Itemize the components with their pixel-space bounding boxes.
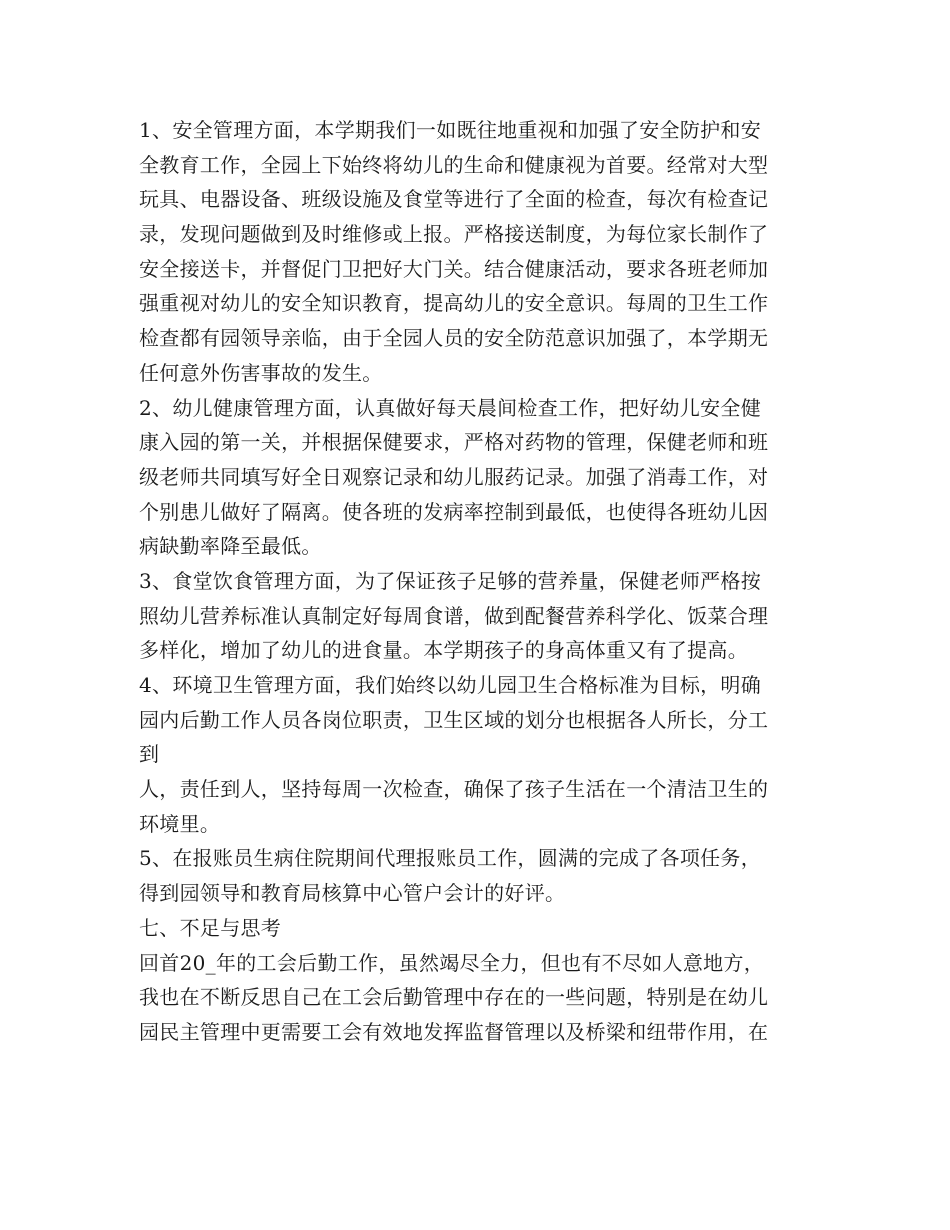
text-line: 得到园领导和教育局核算中心管户会计的好评。	[139, 881, 566, 906]
text-line: 病缺勤率降至最低。	[139, 534, 322, 559]
section-heading: 七、不足与思考	[139, 915, 282, 940]
text-line: 我也在不断反思自己在工会后勤管理中存在的一些问题，特别是在幼儿	[139, 985, 769, 1010]
text-line: 检查都有园领导亲临，由于全园人员的安全防范意识加强了，本学期无	[139, 326, 769, 351]
text-line: 2、幼儿健康管理方面，认真做好每天晨间检查工作，把好幼儿安全健	[139, 395, 762, 420]
text-line: 录，发现问题做到及时维修或上报。严格接送制度，为每位家长制作了	[139, 222, 769, 247]
text-line: 任何意外伤害事故的发生。	[139, 360, 383, 385]
text-line: 个别患儿做好了隔离。使各班的发病率控制到最低，也使得各班幼儿因	[139, 499, 769, 524]
text-line: 级老师共同填写好全日观察记录和幼儿服药记录。加强了消毒工作，对	[139, 464, 769, 489]
text-line: 4、环境卫生管理方面，我们始终以幼儿园卫生合格标准为目标，明确	[139, 673, 762, 697]
text-line: 全教育工作，全园上下始终将幼儿的生命和健康视为首要。经常对大型	[139, 152, 769, 177]
text-line: 强重视对幼儿的安全知识教育，提高幼儿的安全意识。每周的卫生工作	[139, 291, 769, 316]
text-line: 回首20_年的工会后勤工作，虽然竭尽全力，但也有不尽如人意地方，	[139, 950, 765, 975]
text-line: 园民主管理中更需要工会有效地发挥监督管理以及桥梁和纽带作用，在	[139, 1019, 769, 1044]
text-line: 环境里。	[139, 811, 221, 836]
text-line: 多样化，增加了幼儿的进食量。本学期孩子的身高体重又有了提高。	[139, 638, 748, 663]
text-line: 安全接送卡，并督促门卫把好大门关。结合健康活动，要求各班老师加	[139, 256, 769, 281]
text-line: 5、在报账员生病住院期间代理报账员工作，圆满的完成了各项任务，	[139, 846, 762, 871]
text-line: 3、食堂饮食管理方面，为了保证孩子足够的营养量，保健老师严格按	[139, 568, 762, 593]
text-line: 照幼儿营养标准认真制定好每周食谱，做到配餐营养科学化、饭菜合理	[139, 603, 769, 628]
text-line: 到	[139, 742, 160, 767]
text-line: 园内后勤工作人员各岗位职责，卫生区域的划分也根据各人所长，分工	[139, 707, 769, 732]
text-line: 人，责任到人，坚持每周一次检查，确保了孩子生活在一个清洁卫生的	[139, 777, 769, 802]
text-line: 1、安全管理方面，本学期我们一如既往地重视和加强了安全防护和安	[139, 118, 762, 142]
text-line: 康入园的第一关，并根据保健要求，严格对药物的管理，保健老师和班	[139, 430, 769, 455]
text-line: 玩具、电器设备、班级设施及食堂等进行了全面的检查，每次有检查记	[139, 187, 769, 212]
document-body	[139, 113, 819, 1050]
